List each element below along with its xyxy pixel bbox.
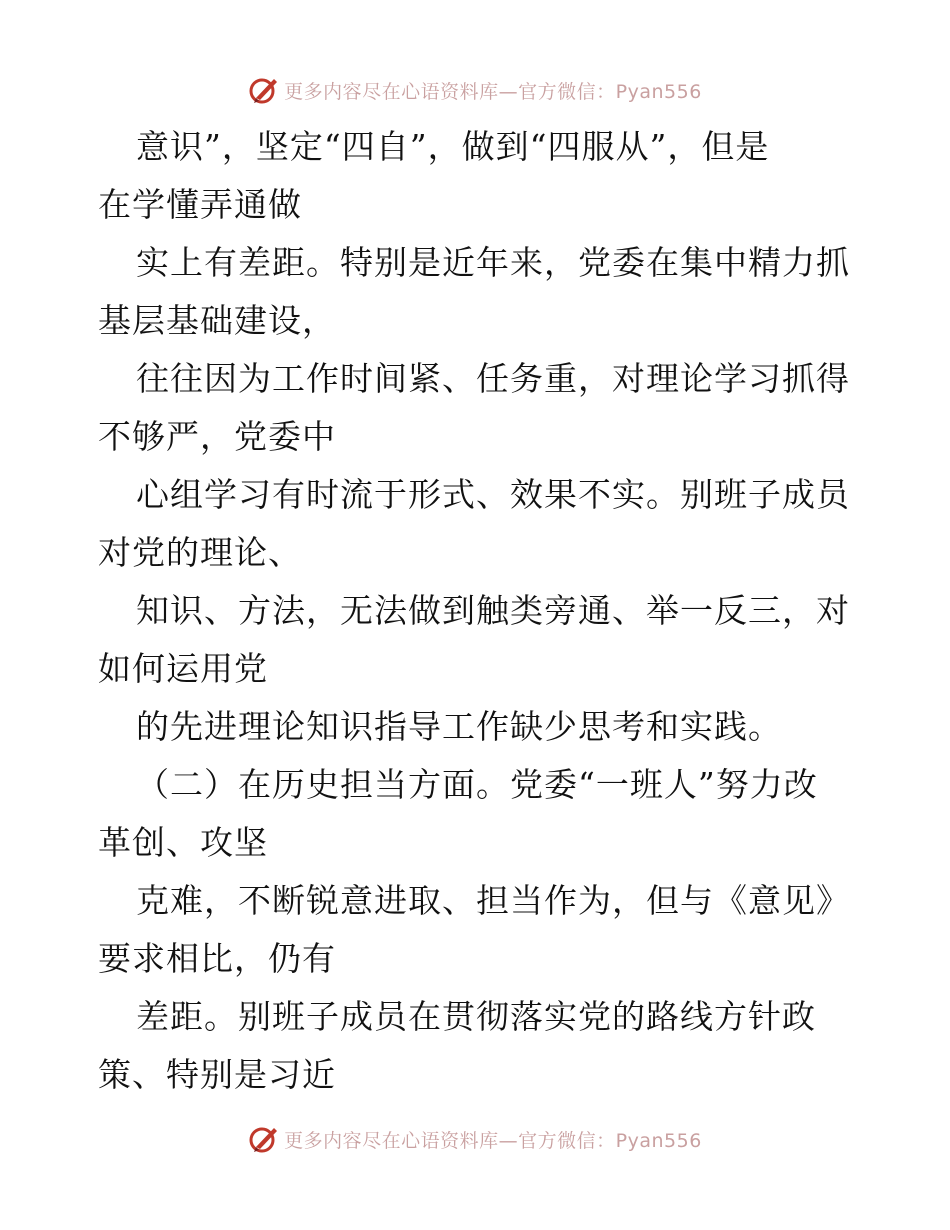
text-line: 克难，不断锐意进取、担当作为，但与《意见》: [136, 881, 850, 920]
text-line: 要求相比，仍有: [98, 939, 336, 978]
text-line: 实上有差距。特别是近年来，党委在集中精力抓: [136, 243, 850, 282]
quill-pen-icon: [248, 1123, 280, 1155]
text-line: 往往因为工作时间紧、任务重，对理论学习抓得: [136, 359, 850, 398]
watermark-text: 更多内容尽在心语资料库—官方微信：Pyan556: [284, 1129, 702, 1152]
text-line: 对党的理论、: [98, 533, 302, 572]
text-line: 基层基础建设，: [98, 301, 336, 340]
text-line: 不够严，党委中: [98, 417, 336, 456]
text-line: 策、特别是习近: [98, 1055, 336, 1094]
text-line: （二）在历史担当方面。党委“一班人”努力改: [136, 765, 818, 804]
text-line: 差距。别班子成员在贯彻落实党的路线方针政: [136, 997, 816, 1036]
watermark-header: [0, 70, 950, 110]
text-line: 意识”，坚定“四自”，做到“四服从”，但是: [136, 127, 770, 166]
text-line: 的先进理论知识指导工作缺少思考和实践。: [136, 707, 782, 746]
text-line: 心组学习有时流于形式、效果不实。别班子成员: [136, 475, 850, 514]
watermark-footer: [0, 1119, 950, 1159]
text-line: 在学懂弄通做: [98, 185, 302, 224]
text-line: 如何运用党: [98, 649, 268, 688]
text-line: 知识、方法，无法做到触类旁通、举一反三，对: [136, 591, 850, 630]
document-body: [98, 118, 858, 1104]
watermark-text: 更多内容尽在心语资料库—官方微信：Pyan556: [284, 80, 702, 103]
text-line: 革创、攻坚: [98, 823, 268, 862]
quill-pen-icon: [248, 74, 280, 106]
